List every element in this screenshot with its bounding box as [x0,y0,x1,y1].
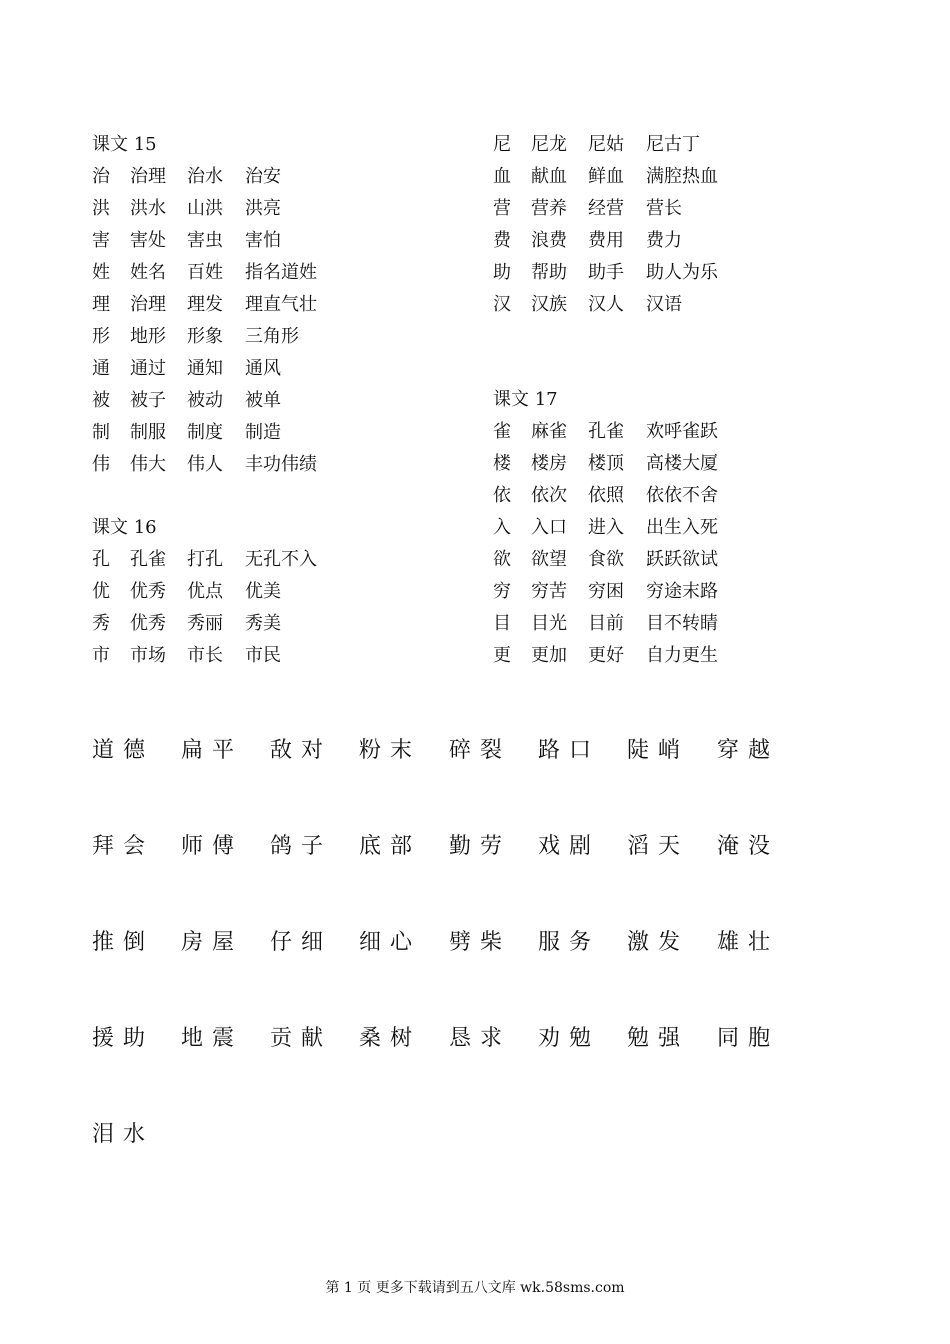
vocab-word: 楼房 [531,453,567,474]
vocab-character: 理 [92,294,110,315]
vocab-character: 入 [493,517,511,538]
grid-word: 穿越 [717,738,780,763]
grid-word: 敌对 [270,738,333,763]
grid-word: 扁平 [181,738,244,763]
vocab-word: 更加 [531,645,567,666]
vocab-word: 目光 [531,613,567,634]
vocab-character: 营 [493,198,511,219]
vocab-word: 市场 [130,645,166,666]
vocab-character: 依 [493,485,511,506]
vocab-word: 献血 [531,166,567,187]
grid-word: 淹没 [717,834,780,859]
vocab-word: 汉语 [646,294,682,315]
vocab-word: 通知 [187,358,223,379]
vocab-word: 更好 [588,645,624,666]
section-heading: 课文 16 [92,517,157,538]
vocab-word: 治理 [130,294,166,315]
vocab-word: 形象 [187,326,223,347]
vocab-word: 进入 [588,517,624,538]
vocab-word: 楼顶 [588,453,624,474]
grid-word: 房屋 [181,930,244,955]
vocab-character: 助 [493,262,511,283]
vocab-word: 费力 [646,230,682,251]
vocab-word: 欲望 [531,549,567,570]
vocab-character: 被 [92,390,110,411]
vocab-character: 费 [493,230,511,251]
grid-word: 滔天 [627,834,690,859]
grid-word: 鸽子 [270,834,333,859]
vocab-word: 尼古丁 [646,134,700,155]
vocab-word: 穷困 [588,581,624,602]
grid-word: 细心 [359,930,422,955]
grid-word: 同胞 [717,1026,780,1051]
grid-word: 援助 [92,1026,155,1051]
vocab-word: 百姓 [187,262,223,283]
vocab-word: 伟大 [130,454,166,475]
grid-word: 激发 [627,930,690,955]
vocab-character: 欲 [493,549,511,570]
vocab-word: 汉族 [531,294,567,315]
grid-word: 师傅 [181,834,244,859]
vocab-word: 经营 [588,198,624,219]
grid-word: 地震 [181,1026,244,1051]
vocab-word: 理直气壮 [245,294,317,315]
vocab-word: 助手 [588,262,624,283]
vocab-word: 目前 [588,613,624,634]
vocab-word: 鲜血 [588,166,624,187]
vocab-word: 制造 [245,422,281,443]
vocab-word: 食欲 [588,549,624,570]
vocab-character: 通 [92,358,110,379]
grid-word: 勤劳 [449,834,512,859]
vocab-word: 浪费 [531,230,567,251]
vocab-word: 依照 [588,485,624,506]
vocab-word: 制服 [130,422,166,443]
vocab-word: 秀美 [245,613,281,634]
vocab-word: 三角形 [245,326,299,347]
vocab-character: 优 [92,581,110,602]
section-heading: 课文 17 [493,389,558,410]
grid-word: 路口 [538,738,601,763]
vocab-word: 尼龙 [531,134,567,155]
vocab-word: 欢呼雀跃 [646,421,718,442]
grid-word: 拜会 [92,834,155,859]
vocab-word: 助人为乐 [646,262,718,283]
grid-word: 碎裂 [449,738,512,763]
grid-word: 戏剧 [538,834,601,859]
vocab-word: 营长 [646,198,682,219]
vocab-word: 洪亮 [245,198,281,219]
vocab-character: 汉 [493,294,511,315]
vocab-word: 跃跃欲试 [646,549,718,570]
vocab-word: 依依不舍 [646,485,718,506]
vocab-word: 优秀 [130,613,166,634]
vocab-word: 伟人 [187,454,223,475]
grid-word: 勉强 [627,1026,690,1051]
vocab-character: 血 [493,166,511,187]
vocab-word: 穷途末路 [646,581,718,602]
vocab-word: 市民 [245,645,281,666]
vocab-character: 姓 [92,262,110,283]
vocab-word: 营养 [531,198,567,219]
vocab-word: 通风 [245,358,281,379]
vocab-word: 害怕 [245,230,281,251]
vocab-word: 姓名 [130,262,166,283]
vocab-word: 自力更生 [646,645,718,666]
vocab-word: 治安 [245,166,281,187]
vocab-word: 市长 [187,645,223,666]
vocab-word: 秀丽 [187,613,223,634]
vocab-word: 被动 [187,390,223,411]
vocab-word: 理发 [187,294,223,315]
grid-word: 恳求 [449,1026,512,1051]
vocab-word: 制度 [187,422,223,443]
vocab-character: 秀 [92,613,110,634]
vocab-character: 更 [493,645,511,666]
vocab-word: 帮助 [531,262,567,283]
grid-word: 粉末 [359,738,422,763]
vocab-word: 指名道姓 [245,262,317,283]
grid-word: 桑树 [359,1026,422,1051]
vocab-word: 无孔不入 [245,549,317,570]
grid-word: 推倒 [92,930,155,955]
vocab-word: 治理 [130,166,166,187]
vocab-character: 害 [92,230,110,251]
vocab-character: 制 [92,422,110,443]
grid-word: 贡献 [270,1026,333,1051]
vocab-word: 被单 [245,390,281,411]
vocab-word: 害处 [130,230,166,251]
vocab-character: 孔 [92,549,110,570]
page-footer: 第 1 页 更多下载请到五八文库 wk.58sms.com [325,1280,625,1296]
vocab-word: 出生入死 [646,517,718,538]
grid-word: 陡峭 [627,738,690,763]
section-heading: 课文 15 [92,134,157,155]
vocab-word: 汉人 [588,294,624,315]
vocab-character: 楼 [493,453,511,474]
vocab-word: 害虫 [187,230,223,251]
grid-word: 服务 [538,930,601,955]
grid-word: 仔细 [270,930,333,955]
vocab-character: 目 [493,613,511,634]
grid-word: 劝勉 [538,1026,601,1051]
vocab-character: 形 [92,326,110,347]
vocab-word: 满腔热血 [646,166,718,187]
vocab-character: 市 [92,645,110,666]
vocab-word: 孔雀 [588,421,624,442]
vocab-word: 山洪 [187,198,223,219]
vocab-word: 地形 [130,326,166,347]
vocab-word: 治水 [187,166,223,187]
vocab-word: 被子 [130,390,166,411]
vocab-character: 穷 [493,581,511,602]
vocab-word: 高楼大厦 [646,453,718,474]
grid-word: 道德 [92,738,155,763]
vocab-word: 丰功伟绩 [245,454,317,475]
vocab-word: 洪水 [130,198,166,219]
grid-word: 雄壮 [717,930,780,955]
vocab-character: 雀 [493,421,511,442]
vocab-word: 麻雀 [531,421,567,442]
vocab-character: 伟 [92,454,110,475]
vocab-word: 入口 [531,517,567,538]
vocab-word: 尼姑 [588,134,624,155]
vocab-word: 穷苦 [531,581,567,602]
grid-word: 劈柴 [449,930,512,955]
vocab-word: 费用 [588,230,624,251]
vocab-word: 孔雀 [130,549,166,570]
vocab-word: 依次 [531,485,567,506]
grid-word: 底部 [359,834,422,859]
vocab-word: 优秀 [130,581,166,602]
vocab-character: 治 [92,166,110,187]
vocab-word: 优美 [245,581,281,602]
vocab-word: 优点 [187,581,223,602]
vocab-word: 通过 [130,358,166,379]
vocab-word: 打孔 [187,549,223,570]
vocab-character: 尼 [493,134,511,155]
vocab-character: 洪 [92,198,110,219]
grid-word: 泪水 [92,1122,155,1147]
vocab-word: 目不转睛 [646,613,718,634]
